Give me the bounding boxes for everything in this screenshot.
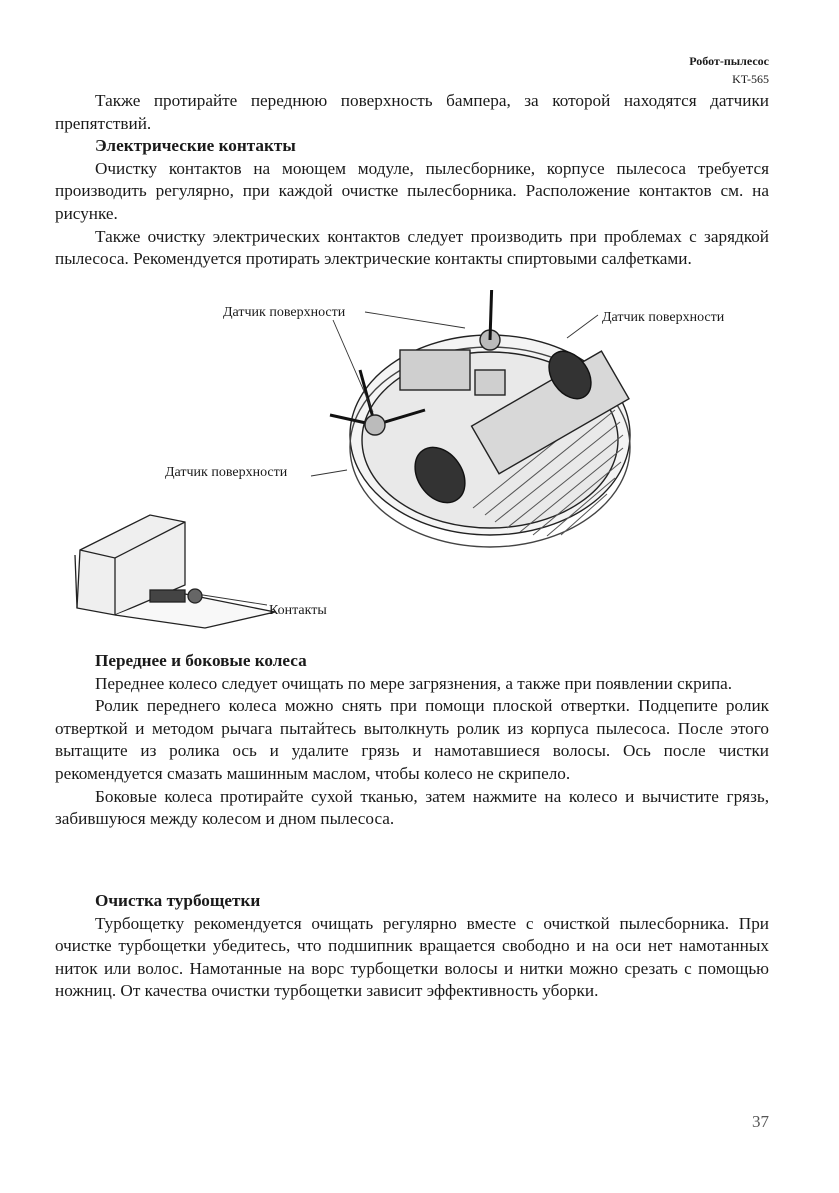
- text-block-wheels: [55, 650, 769, 831]
- paragraph-wheels-3: Боковые колеса протирайте сухой тканью, затем нажмите на колесо и вычистите грязь, забившуюся между колесом и дном пылесоса.: [55, 786, 769, 829]
- label-contacts: Контакты: [269, 603, 327, 618]
- robot-diagram: [55, 290, 785, 640]
- paragraph-wheels-1: Переднее колесо следует очищать по мере загрязнения, а также при появлении скрипа.: [95, 673, 733, 693]
- heading-wheels: Переднее и боковые колеса: [95, 651, 307, 670]
- page-header: [689, 52, 769, 88]
- label-sensor-top-left: Датчик поверхности: [223, 305, 346, 320]
- text-block-turbo: [55, 890, 769, 1003]
- text-block-top: [55, 90, 769, 271]
- paragraph-bumper: Также протирайте переднюю поверхность бампера, за которой находятся датчики препятствий.: [55, 91, 769, 133]
- paragraph-contacts-1: Очистку контактов на моющем модуле, пылесборнике, корпусе пылесоса требуется производить регулярно, при каждой очистке пылесборника. Расположение контактов см. на рисунке.: [55, 158, 769, 223]
- paragraph-wheels-2: Ролик переднего колеса можно снять при помощи плоской отвертки. Подцепите ролик отверткой и методом рычага пытайтесь вытолкнуть ролик из корпуса пылесоса. После этого вытащите из ролика ось и удалите грязь и намотавшиеся волосы. Ось после чистки рекомендуется смазать машинным маслом, чтобы колесо не скрипело.: [55, 696, 769, 783]
- page-number: 37: [752, 1112, 769, 1131]
- heading-contacts: Электрические контакты: [95, 136, 296, 156]
- label-sensor-left: Датчик поверхности: [165, 465, 288, 480]
- paragraph-turbo: Турбощетку рекомендуется очищать регулярно вместе с очисткой пылесборника. При очистке турбощетки убедитесь, что подшипник вращается свободно и на оси нет намотанных ниток или волос. Намотанные на ворс турбощетки волосы и нитки можно срезать с помощью ножниц. От качества очистки турбощетки зависит эффективность уборки.: [55, 913, 769, 1001]
- header-model: KT-565: [732, 72, 769, 86]
- heading-turbo: Очистка турбощетки: [95, 891, 261, 910]
- label-sensor-top-right: Датчик поверхности: [602, 310, 725, 325]
- header-title: Робот-пылесос: [689, 54, 769, 68]
- paragraph-contacts-2: Также очистку электрических контактов следует производить при проблемах с зарядкой пылесоса. Рекомендуется протирать электрические контакты спиртовыми салфетками.: [55, 226, 769, 269]
